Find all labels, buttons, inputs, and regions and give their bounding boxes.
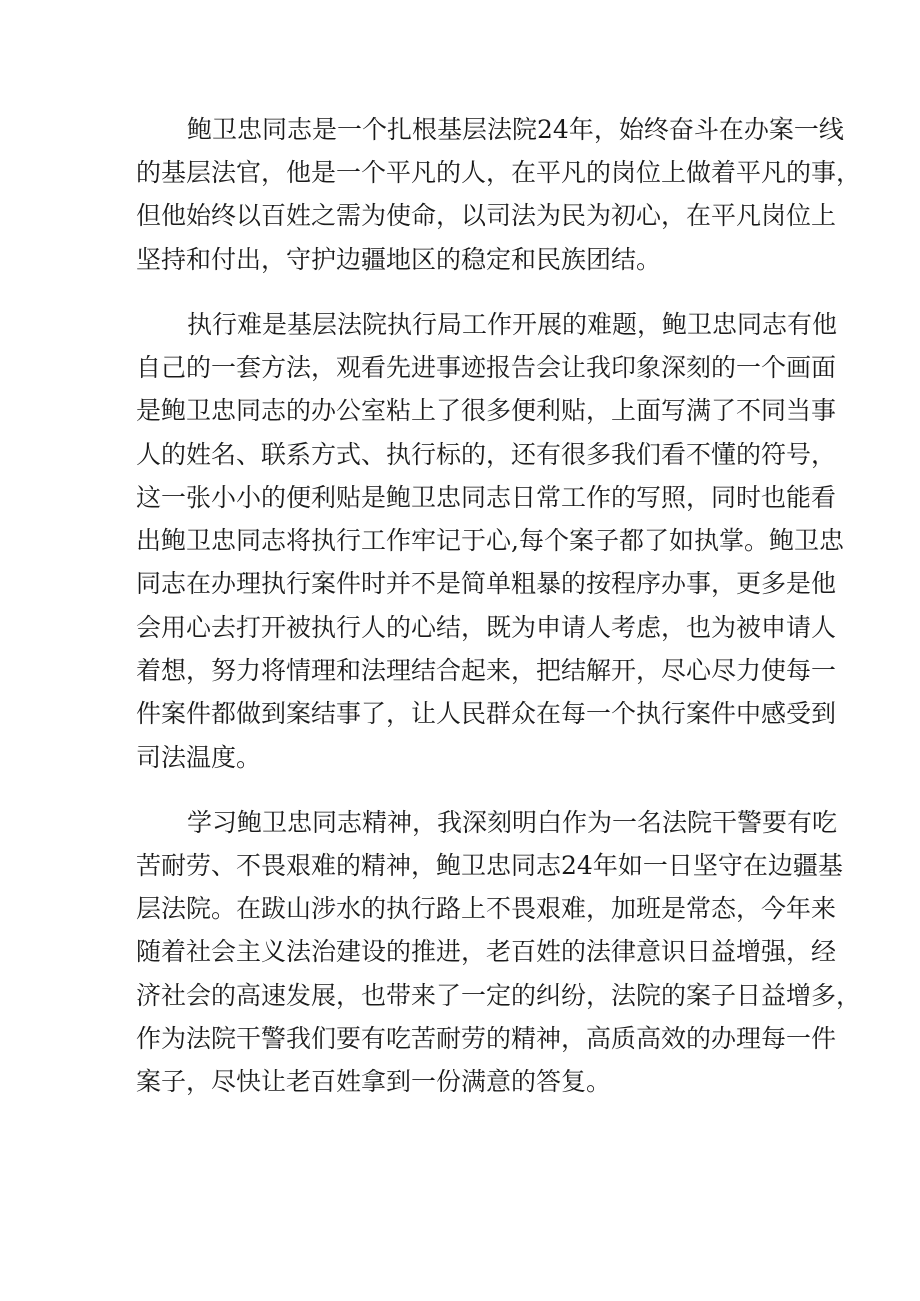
paragraph-line: 自己的一套方法，观看先进事迹报告会让我印象深刻的一个画面 <box>136 353 837 382</box>
paragraph-line: 同志在办理执行案件时并不是简单粗暴的按程序办事，更多是他 <box>136 569 837 598</box>
paragraph-line: 出鲍卫忠同志将执行工作牢记于心,每个案子都了如执掌。鲍卫忠 <box>136 526 844 555</box>
paragraph-line: 鲍卫忠同志是一个扎根基层法院24年，始终奋斗在办案一线 <box>187 115 844 144</box>
paragraph-line: 苦耐劳、不畏艰难的精神，鲍卫忠同志24年如一日坚守在边疆基 <box>136 851 843 880</box>
paragraph-line: 层法院。在跋山涉水的执行路上不畏艰难，加班是常态，今年来 <box>136 894 837 923</box>
paragraph-line: 学习鲍卫忠同志精神，我深刻明白作为一名法院干警要有吃 <box>187 808 838 837</box>
paragraph-line: 件案件都做到案结事了，让人民群众在每一个执行案件中感受到 <box>136 699 837 728</box>
paragraph-line: 但他始终以百姓之需为使命，以司法为民为初心，在平凡岗位上 <box>136 201 837 230</box>
paragraph-line: 案子，尽快让老百姓拿到一份满意的答复。 <box>136 1067 612 1096</box>
paragraph-line: 坚持和付出，守护边疆地区的稳定和民族团结。 <box>136 245 662 274</box>
paragraph-line: 执行难是基层法院执行局工作开展的难题，鲍卫忠同志有他 <box>187 310 838 339</box>
paragraph-line: 的基层法官，他是一个平凡的人，在平凡的岗位上做着平凡的事， <box>136 158 862 187</box>
paragraph-line: 随着社会主义法治建设的推进，老百姓的法律意识日益增强，经 <box>136 937 837 966</box>
paragraph-line: 司法温度。 <box>136 743 262 772</box>
paragraph-line: 这一张小小的便利贴是鲍卫忠同志日常工作的写照，同时也能看 <box>136 483 837 512</box>
paragraph-line: 人的姓名、联系方式、执行标的，还有很多我们看不懂的符号， <box>136 440 837 469</box>
paragraph-line: 作为法院干警我们要有吃苦耐劳的精神，高质高效的办理每一件 <box>136 1024 837 1053</box>
paragraph-line: 济社会的高速发展，也带来了一定的纠纷，法院的案子日益增多， <box>136 981 862 1010</box>
paragraph-line: 着想，努力将情理和法理结合起来，把结解开，尽心尽力使每一 <box>136 656 837 685</box>
paragraph-line: 是鲍卫忠同志的办公室粘上了很多便利贴，上面写满了不同当事 <box>136 396 837 425</box>
paragraph-line: 会用心去打开被执行人的心结，既为申请人考虑，也为被申请人 <box>136 613 837 642</box>
